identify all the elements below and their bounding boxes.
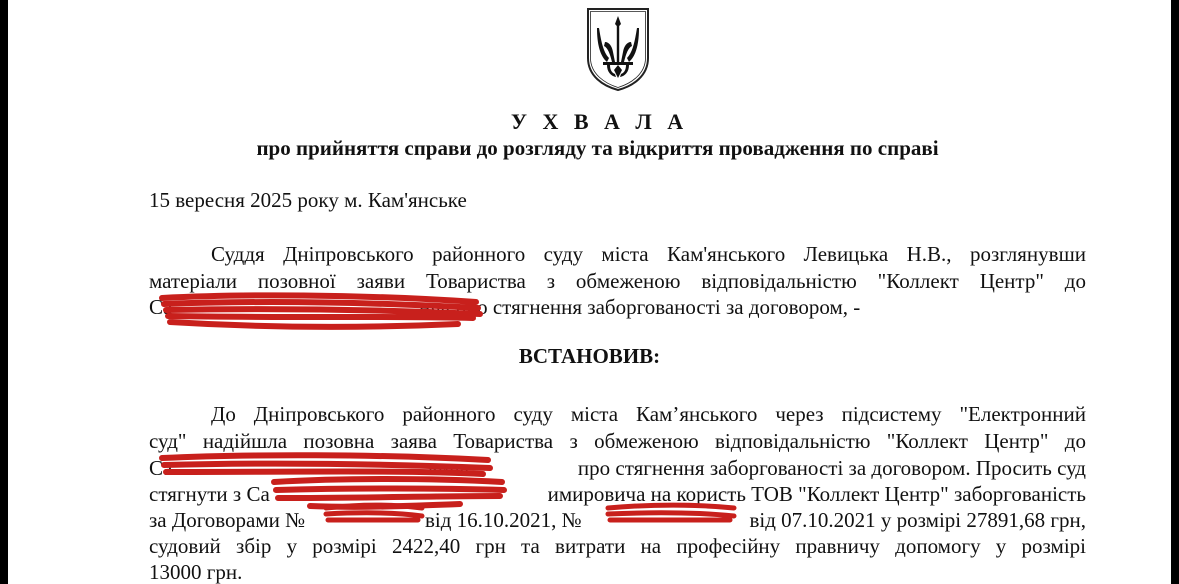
document-page [8,0,1171,584]
coat-of-arms-icon [585,6,651,92]
para1-line-2: матеріали позовної заяви Товариства з обмеженою відповідальністю "Коллект Центр" до [149,269,1086,293]
redaction-mark [158,288,488,336]
para2-line-4-end: имировича на користь ТОВ "Коллект Центр" заборгованість [547,482,1086,506]
para2-line-5-mid: від 16.10.2021, № [425,508,582,532]
redaction-mark [604,500,738,526]
section-heading: ВСТАНОВИВ: [518,344,661,368]
para1-line-3-start: Са [149,295,173,319]
date-place-line: 15 вересня 2025 року м. Кам'янське [149,188,467,212]
para2-line-4-start: стягнути з Са [149,482,270,506]
para2-line-7: 13000 грн. [149,560,243,584]
para2-line-3-end: про стягнення заборгованості за договором. Просить суд [577,456,1086,480]
document-subtitle: про прийняття справи до розгляду та відкриття провадження по справі [256,136,939,160]
document-title: У Х В А Л А [510,109,689,134]
para2-line-1: До Дніпровського районного суду міста Кам’янського через підсистему "Електронний [211,402,1086,426]
para2-line-5-end: від 07.10.2021 у розмірі 27891,68 грн, [749,508,1086,532]
para2-line-6: судовий збір у розмірі 2422,40 грн та витрати на професійну правничу допомогу у розмірі [149,534,1086,558]
para1-line-1: Суддя Дніпровського районного суду міста Кам'янського Левицька Н.В., розглянувши [211,242,1086,266]
para2-line-3-mid: вича [428,456,470,480]
para1-line-3-end: нча про стягнення заборгованості за договором, - [419,295,861,319]
para2-line-3-start: Са [149,456,173,480]
para2-line-2: суд" надійшла позовна заява Товариства з обмеженою відповідальністю "Коллект Центр" до [149,429,1086,453]
redaction-mark [322,500,426,526]
para2-line-5-start: за Договорами № [149,508,306,532]
